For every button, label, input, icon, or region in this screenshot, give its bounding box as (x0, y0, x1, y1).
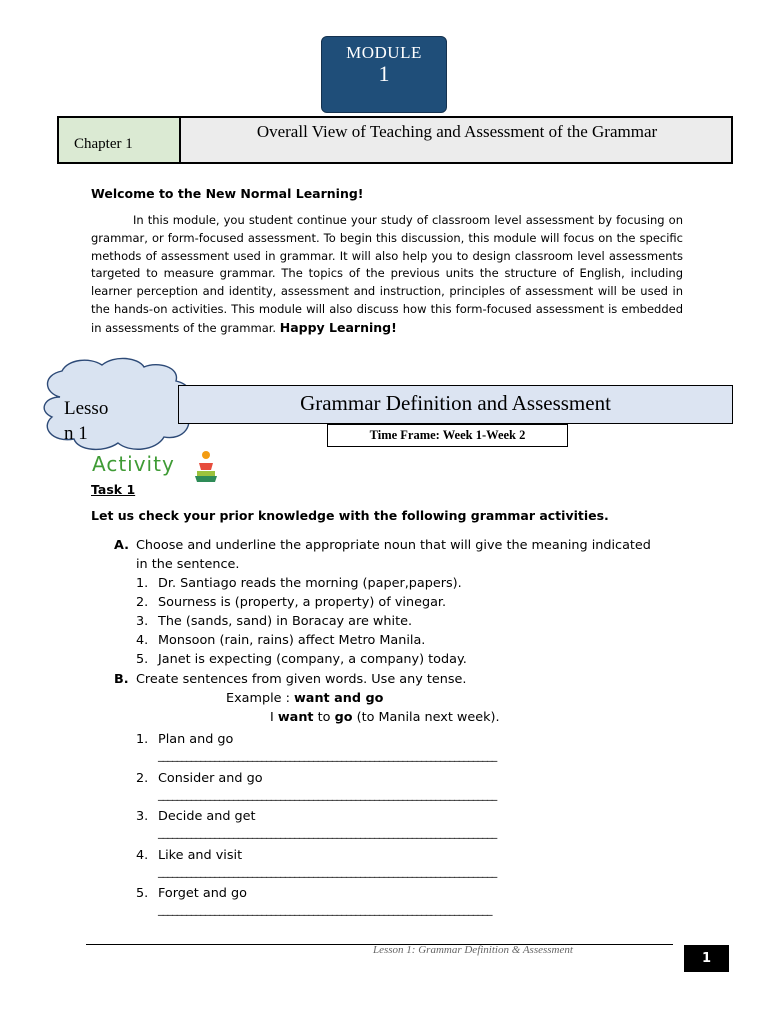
task-heading: Task 1 (91, 482, 136, 497)
section-a-instruction: Choose and underline the appropriate noun that will give the meaning indicated (136, 538, 651, 553)
example-sentence: I want to go (to Manila next week). (270, 710, 500, 725)
module-badge (321, 36, 447, 113)
answer-blank[interactable]: _______________________________________________________________________ (158, 903, 492, 916)
list-item: 2. Consider and go ________________________________________________________________________ (136, 770, 497, 801)
module-number: 1 (378, 61, 390, 86)
lesson-title: Grammar Definition and Assessment (178, 385, 733, 424)
intro-closing: Happy Learning! (279, 319, 397, 335)
answer-blank[interactable]: ________________________________________________________________________ (158, 749, 497, 762)
time-frame: Time Frame: Week 1-Week 2 (327, 424, 568, 447)
chapter-bar (57, 116, 733, 164)
section-a-list (136, 574, 467, 669)
lesson-number (64, 396, 134, 446)
list-item: 1. Plan and go ________________________________________________________________________ (136, 732, 497, 762)
chapter-label: Chapter 1 (59, 118, 181, 162)
lesson-label-line1: Lesso (64, 398, 109, 419)
section-b-letter: B. (114, 672, 129, 687)
page-number: 1 (684, 945, 729, 972)
list-item: 4. Like and visit ________________________________________________________________________ (136, 847, 497, 878)
list-item: 1. Dr. Santiago reads the morning (paper,papers). (136, 576, 462, 591)
prior-knowledge-instruction: Let us check your prior knowledge with the following grammar activities. (91, 508, 609, 523)
answer-blank[interactable]: ________________________________________________________________________ (158, 787, 497, 801)
list-item: 5. Janet is expecting (company, a company) today. (136, 652, 467, 667)
section-b-instruction: Create sentences from given words. Use any tense. (136, 672, 467, 687)
welcome-heading: Welcome to the New Normal Learning! (91, 186, 364, 201)
intro-paragraph (91, 212, 683, 338)
activity-person-icon (193, 450, 219, 484)
module-label: MODULE (346, 43, 422, 62)
activity-label: Activity (92, 452, 175, 476)
section-a-letter: A. (114, 538, 130, 553)
footer-lesson-title: Lesson 1: Grammar Definition & Assessment (373, 944, 573, 956)
section-b-list (136, 730, 496, 923)
answer-blank[interactable]: ________________________________________________________________________ (158, 864, 497, 878)
list-item: 2. Sourness is (property, a property) of vinegar. (136, 595, 447, 610)
chapter-title: Overall View of Teaching and Assessment of the Grammar (256, 122, 658, 141)
list-item: 3. The (sands, sand) in Boracay are white. (136, 614, 413, 629)
list-item: 4. Monsoon (rain, rains) affect Metro Manila. (136, 633, 426, 648)
example-line: Example : want and go (226, 691, 384, 706)
section-a-instruction-cont: in the sentence. (136, 557, 240, 572)
lesson-label-line2: n 1 (64, 423, 88, 444)
intro-text: In this module, you student continue your study of classroom level assessment by focusing on grammar, or form-focused assessment. To begin this discussion, this module will focus on the specific methods of assessment used in grammar. It will also help you to design classroom level assessments targeted to measure grammar. The topics of the previous units the structure of English, including learner perception and identity, assessment and instruction, principles of assessment will be used in the hands-on activities. This module will also discuss how this form-focused assessment is embedded in assessments of the grammar. (91, 213, 683, 335)
list-item: 5. Forget and go _______________________________________________________________________ (136, 884, 496, 923)
list-item: 3. Decide and get ________________________________________________________________________ (136, 809, 497, 839)
answer-blank[interactable]: ________________________________________________________________________ (158, 826, 497, 839)
